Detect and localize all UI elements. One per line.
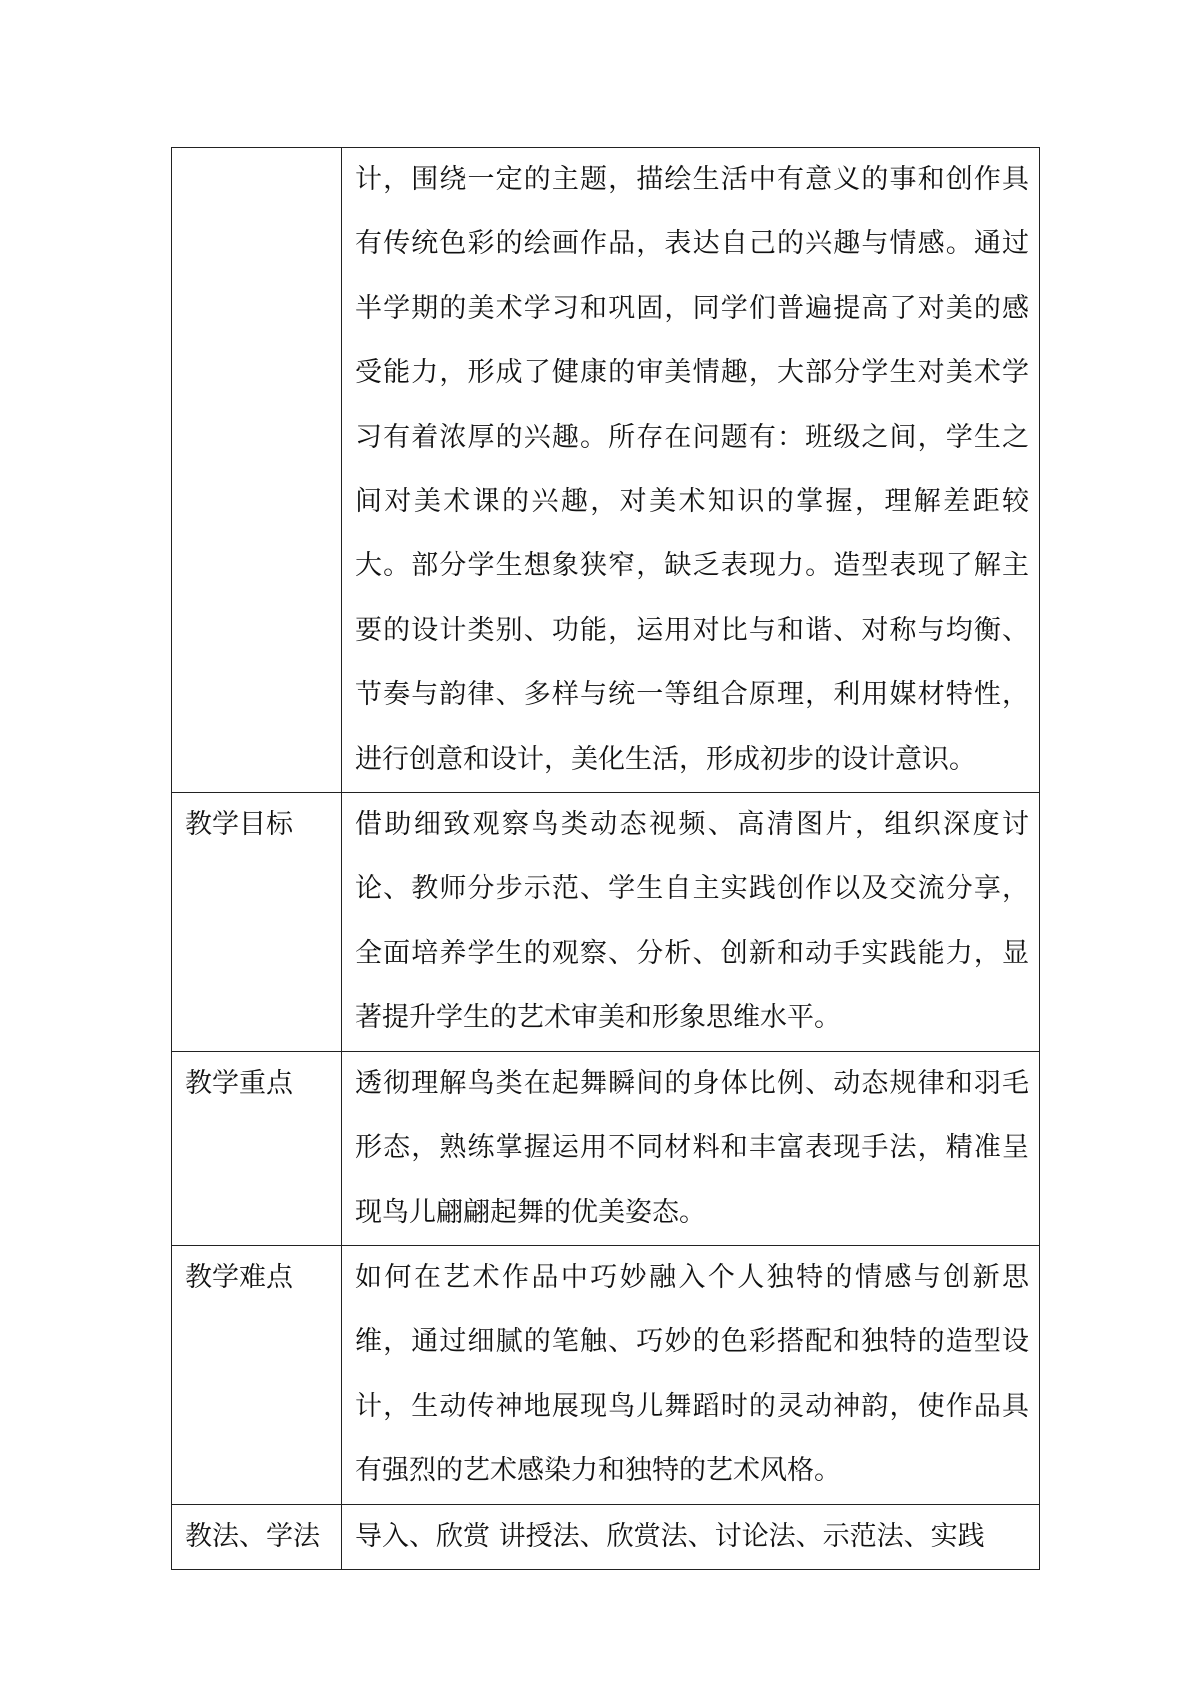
key-point-label: 教学重点 [172,1051,342,1245]
lesson-plan-table [171,147,1040,1570]
teaching-goal-content: 借助细致观察鸟类动态视频、高清图片，组织深度讨论、教师分步示范、学生自主实践创作以及交流分享，全面培养学生的观察、分析、创新和动手实践能力，显著提升学生的艺术审美和形象思维水平。 [342,793,1040,1052]
student-analysis-content: 计，围绕一定的主题，描绘生活中有意义的事和创作具有传统色彩的绘画作品，表达自己的兴趣与情感。通过半学期的美术学习和巩固，同学们普遍提高了对美的感受能力，形成了健康的审美情趣，大部分学生对美术学习有着浓厚的兴趣。所存在问题有：班级之间，学生之间对美术课的兴趣，对美术知识的掌握，理解差距较大。部分学生想象狭窄，缺乏表现力。造型表现了解主要的设计类别、功能，运用对比与和谐、对称与均衡、节奏与韵律、多样与统一等组合原理，利用媒材特性，进行创意和设计，美化生活，形成初步的设计意识。 [342,148,1040,793]
table-row-key-point [172,1051,1040,1245]
table-row-teaching-goal [172,793,1040,1052]
teaching-method-content: 导入、欣赏 讲授法、欣赏法、讨论法、示范法、实践 [342,1504,1040,1569]
row-label-empty [172,148,342,793]
teaching-goal-label: 教学目标 [172,793,342,1052]
difficult-point-content: 如何在艺术作品中巧妙融入个人独特的情感与创新思维，通过细腻的笔触、巧妙的色彩搭配和独特的造型设计，生动传神地展现鸟儿舞蹈时的灵动神韵，使作品具有强烈的艺术感染力和独特的艺术风格。 [342,1245,1040,1504]
table-row-difficult-point [172,1245,1040,1504]
table-row-student-analysis [172,148,1040,793]
teaching-method-label: 教法、学法 [172,1504,342,1569]
table-row-teaching-method [172,1504,1040,1569]
key-point-content: 透彻理解鸟类在起舞瞬间的身体比例、动态规律和羽毛形态，熟练掌握运用不同材料和丰富表现手法，精准呈现鸟儿翩翩起舞的优美姿态。 [342,1051,1040,1245]
difficult-point-label: 教学难点 [172,1245,342,1504]
